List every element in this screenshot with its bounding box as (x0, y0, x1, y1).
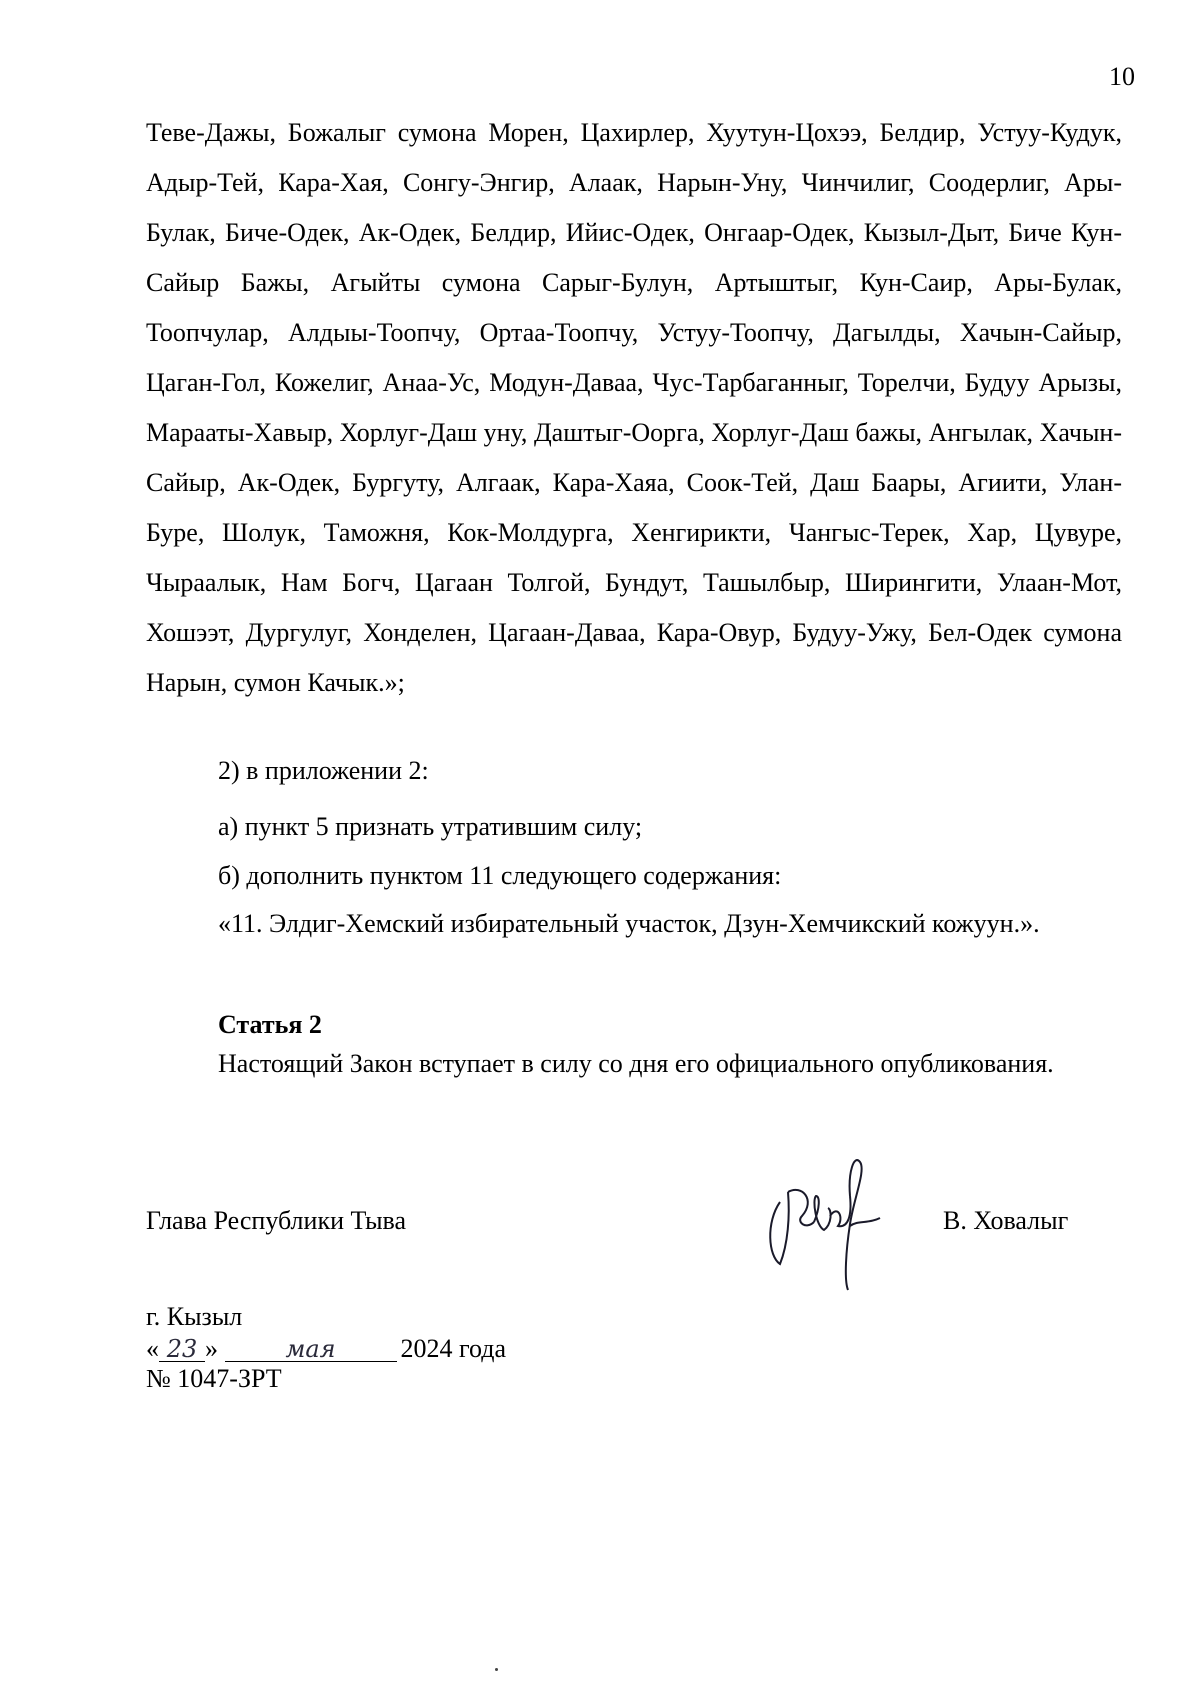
article-text: Настоящий Закон вступает в силу со дня его официального опубликования. (218, 1049, 1054, 1078)
signature-icon (758, 1144, 890, 1294)
signatory-title: Глава Республики Тыва (146, 1206, 407, 1235)
date-close-quote: » (205, 1334, 218, 1363)
list-item-2: 2) в приложении 2: (218, 756, 429, 785)
date-line (146, 1334, 506, 1364)
body-paragraph: Теве-Дажы, Божалыг сумона Морен, Цахирлер, Хуутун-Цохээ, Белдир, Устуу-Кудук, Адыр-Тей, Кара-Хая, Сонгу-Энгир, Алаак, Нарын-Уну, Чинчилиг, Соодерлиг, Ары-Булак, Биче-Одек, Ак-Одек, Белдир, Ийис-Одек, Онгаар-Одек, Кызыл-Дыт, Биче Кун-Сайыр Бажы, Агыйты сумона Сарыг-Булун, Артыштыг, Кун-Саир, Ары-Булак, Тоопчулар, Алдыы-Тоопчу, Ортаа-Тоопчу, Устуу-Тоопчу, Дагылды, Хачын-Сайыр, Цаган-Гол, Кожелиг, Анаа-Ус, Модун-Даваа, Чус-Тарбаганныг, Торелчи, Будуу Арызы, Марааты-Хавыр, Хорлуг-Даш уну, Даштыг-Ооргa, Хорлуг-Даш бажы, Ангылак, Хачын-Сайыр, Ак-Одек, Бургуту, Алгаак, Кара-Хаяа, Соок-Тей, Даш Баары, Агиити, Улан-Буре, Шолук, Таможня, Кок-Молдурга, Хенгирикти, Чангыс-Терек, Хар, Цувуре, Чыраалык, Нам Богч, Цагаан Толгой, Бундут, Ташылбыр, Ширингити, Улаан-Мот, Хошээт, Дургулуг, Хонделен, Цагаан-Даваа, Кара-Овур, Будуу-Ужу, Бел-Одек сумона Нарын, сумон Качык.»; (146, 118, 1122, 697)
article-heading: Статья 2 (218, 1010, 322, 1039)
page-number: 10 (1109, 62, 1135, 91)
scan-speck (495, 1668, 498, 1671)
date-year: 2024 года (400, 1334, 507, 1363)
signatory-name: В. Ховалыг (943, 1206, 1069, 1235)
city: г. Кызыл (146, 1302, 243, 1331)
document-number: № 1047-ЗРТ (146, 1364, 282, 1393)
list-item-a: а) пункт 5 признать утратившим силу; (218, 812, 643, 841)
list-item-11: «11. Элдиг-Хемский избирательный участок, Дзун-Хемчикский кожуун.». (218, 909, 1040, 938)
date-month: мая (225, 1337, 397, 1362)
list-item-b: б) дополнить пунктом 11 следующего содержания: (218, 861, 782, 890)
date-open-quote: « (146, 1334, 159, 1363)
date-day: 23 (159, 1337, 205, 1362)
